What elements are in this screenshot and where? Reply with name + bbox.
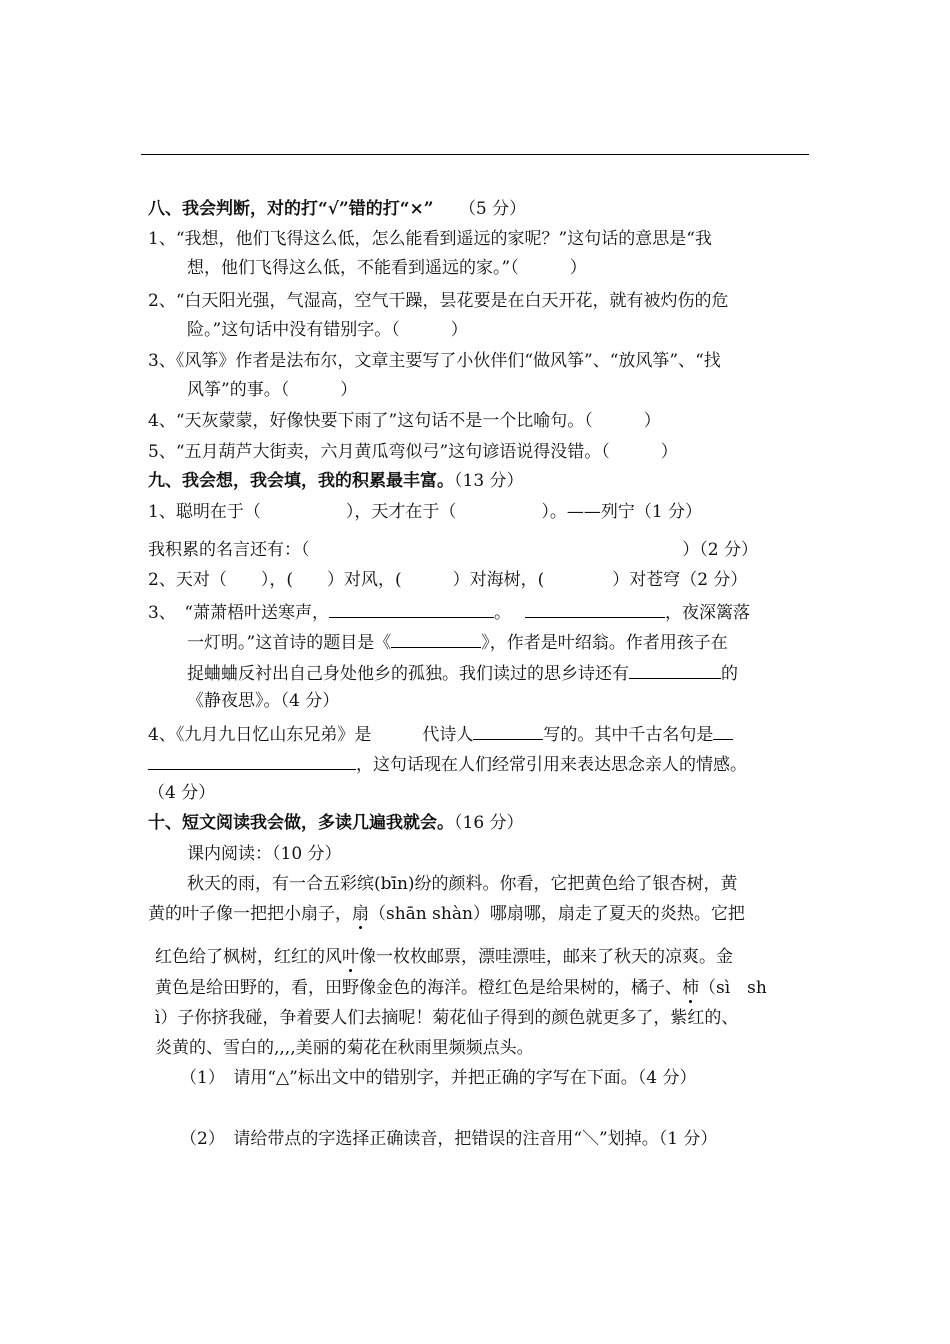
- judge-q1-line2: 想，他们飞得这么低，不能看到遥远的家。”（ ）: [187, 258, 587, 278]
- judge-q1-line1: 1、“我想，他们飞得这么低，怎么能看到遥远的家呢？”这句话的意思是“我: [148, 229, 712, 249]
- section-9-title: 九、我会想，我会填，我的积累最丰富。: [148, 471, 454, 491]
- fill-q3-line2: [187, 630, 728, 654]
- fill-q3-poem-end: ，夜深篱落: [665, 603, 751, 623]
- fill-q3-line1: [148, 600, 750, 624]
- fill-q3-title-label: 一灯明。”这首诗的题目是《: [187, 633, 392, 653]
- poem-blank-1[interactable]: [329, 600, 494, 618]
- section-8-title: 八、我会判断，对的打“√”错的打“×”: [148, 199, 434, 219]
- famous-line-blank-start[interactable]: [713, 722, 733, 740]
- passage-line1: 秋天的雨，有一合五彩缤(bīn)纷的颜料。你看，它把黄色给了银杏树，黄: [187, 874, 738, 894]
- fill-q4-line1: [148, 722, 733, 746]
- dotted-char-shi: 柿: [682, 978, 699, 998]
- passage-line2: [148, 903, 745, 925]
- judge-q3-line2: 风筝”的事。（ ）: [187, 380, 358, 400]
- section-9-score: （13 分）: [454, 471, 524, 491]
- fill-q3-de: 的: [721, 664, 738, 684]
- fill-q1: 1、聪明在于（ ），天才在于（ ）。——列宁（1 分）: [148, 502, 703, 522]
- homesick-poem-blank[interactable]: [629, 661, 721, 679]
- judge-q2-line1: 2、“白天阳光强，气湿高，空气干躁，昙花要是在白天开花，就有被灼伤的危: [148, 291, 729, 311]
- passage-line4: [155, 977, 767, 999]
- passage-line2-start: 黄的叶子像一把把小扇子，: [148, 904, 352, 924]
- section-8-heading: [148, 198, 526, 220]
- dotted-char-ye: 叶: [342, 947, 359, 967]
- fill-q1-quote: [148, 539, 758, 561]
- fill-q3-period: 。: [494, 603, 512, 623]
- poem-title-blank[interactable]: [391, 630, 481, 648]
- passage-line3: [155, 946, 733, 968]
- poet-blank[interactable]: [473, 722, 543, 740]
- fill-q4-score: （4 分）: [148, 783, 216, 803]
- judge-q3-line1: 3、《风筝》作者是法布尔，文章主要写了小伙伴们“做风筝”、“放风筝”、“找: [148, 351, 721, 371]
- fill-q3-line4: 《静夜思》。（4 分）: [187, 691, 340, 711]
- poem-blank-2[interactable]: [525, 600, 665, 618]
- judge-q5: 5、“五月葫芦大街卖，六月黄瓜弯似弓”这句谚语说得没错。（ ）: [148, 442, 678, 462]
- passage-line3-start: 红色给了枫树，红红的风: [155, 947, 342, 967]
- fill-q3-poem-start: 3、 “萧萧梧叶送寒声，: [148, 603, 330, 623]
- passage-line3-end: 像一枚枚邮票，漂哇漂哇，邮来了秋天的凉爽。金: [359, 947, 733, 967]
- fill-q4-usage: ，这句话现在人们经常引用来表达思念亲人的情感。: [356, 755, 747, 775]
- header-rule: [141, 154, 809, 155]
- passage-line4-start: 黄色是给田野的，看，田野像金色的海洋。橙红色是给果树的，橘子、: [155, 978, 682, 998]
- fill-q4-famous-line: 写的。其中千古名句是: [543, 725, 714, 745]
- fill-q3-author: 》，作者是叶绍翁。作者用孩子在: [481, 633, 728, 653]
- section-10-score: （16 分）: [454, 813, 524, 833]
- fill-q4-line2: [148, 752, 747, 776]
- fill-q2: 2、天对（ ），( ）对风，( ）对海树，( ）对苍穹（2 分）: [148, 570, 748, 590]
- fill-q3-line3: [187, 661, 738, 685]
- reading-q2: （2） 请给带点的字选择正确读音，把错误的注音用“＼”划掉。（1 分）: [180, 1129, 718, 1149]
- fill-q1-quote-label: 我积累的名言还有：（: [148, 540, 310, 560]
- section-9-heading: [148, 470, 524, 492]
- fill-q1-quote-score: ）（2 分）: [682, 540, 758, 560]
- famous-line-blank[interactable]: [148, 752, 356, 770]
- reading-q1: （1） 请用“△”标出文中的错别字，并把正确的字写在下面。（4 分）: [180, 1068, 697, 1088]
- judge-q2-line2: 险。”这句话中没有错别字。（ ）: [187, 320, 468, 340]
- dotted-char-shan: 扇: [352, 904, 369, 924]
- section-10-title: 十、短文阅读我会做，多读几遍我就会。: [148, 813, 454, 833]
- section-8-score: （5 分）: [458, 199, 527, 219]
- reading-subtitle: 课内阅读：（10 分）: [187, 844, 342, 864]
- section-10-heading: [148, 812, 524, 834]
- passage-line5: ì）子你挤我碰，争着要人们去摘呢！菊花仙子得到的颜色就更多了，紫红的、: [155, 1008, 739, 1028]
- judge-q4: 4、“天灰蒙蒙，好像快要下雨了”这句话不是一个比喻句。（ ）: [148, 411, 661, 431]
- fill-q4-poem-text: 4、《九月九日忆山东兄弟》是 代诗人: [148, 725, 474, 745]
- passage-line2-end: （shān shàn）哪扇哪，扇走了夏天的炎热。它把: [369, 904, 745, 924]
- passage-line4-end: （sì sh: [699, 978, 767, 998]
- fill-q3-homesick-text: 捉蛐蛐反衬出自己身处他乡的孤独。我们读过的思乡诗还有: [187, 664, 629, 684]
- passage-line6: 炎黄的、雪白的,,,,美丽的菊花在秋雨里频频点头。: [155, 1038, 534, 1058]
